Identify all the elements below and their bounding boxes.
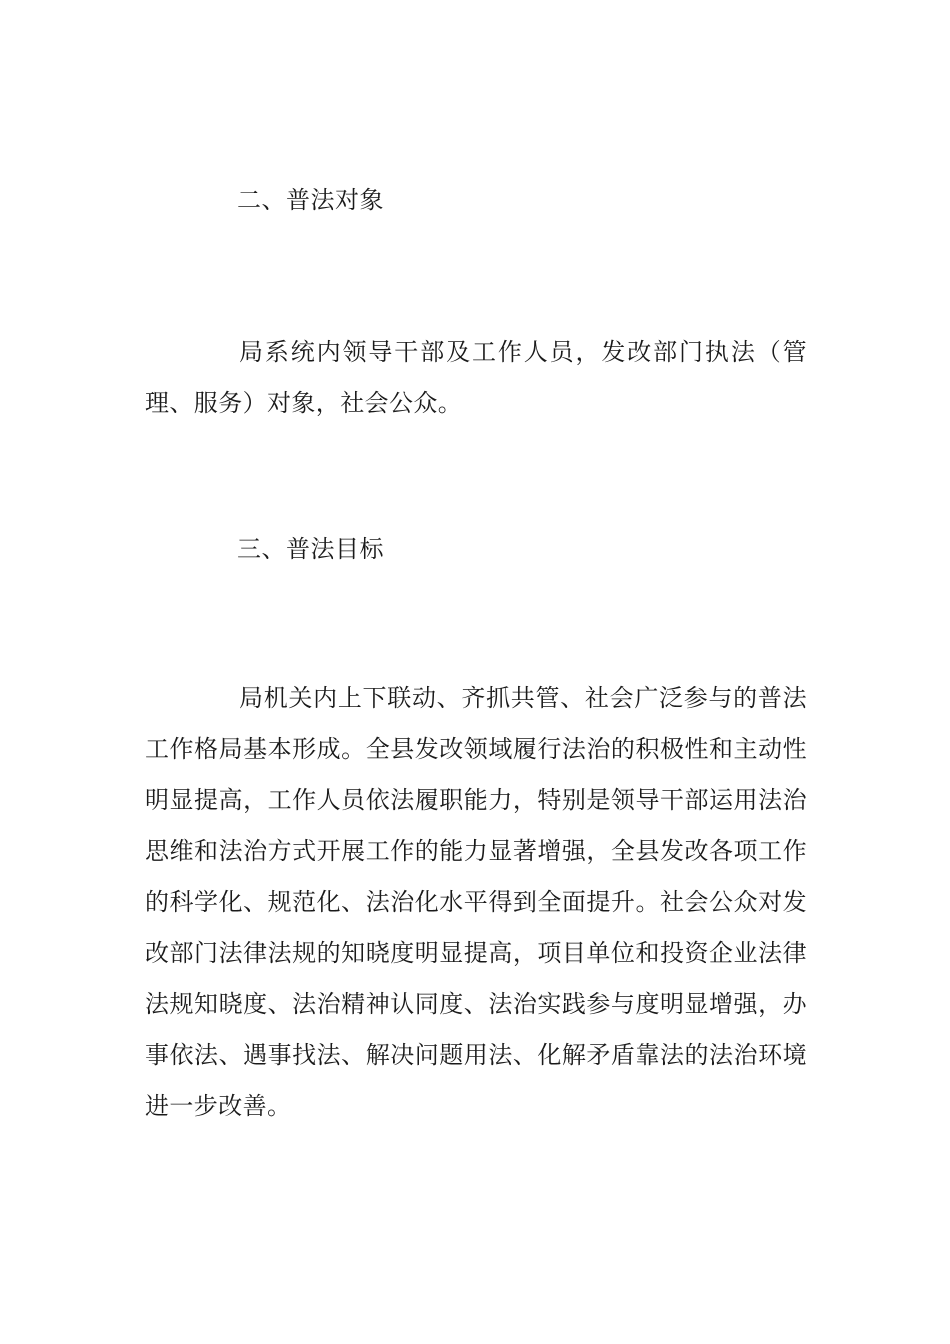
section-heading-targets: 二、普法对象 <box>237 186 384 214</box>
section-body-goals: 局机关内上下联动、齐抓共管、社会广泛参与的普法工作格局基本形成。全县发改领域履行法治的积极性和主动性明显提高，工作人员依法履职能力，特别是领导干部运用法治思维和法治方式开展工作的能力显著增强，全县发改各项工作的科学化、规范化、法治化水平得到全面提升。社会公众对发改部门法律法规的知晓度明显提高，项目单位和投资企业法律法规知晓度、法治精神认同度、法治实践参与度明显增强，办事依法、遇事找法、解决问题用法、化解矛盾靠法的法治环境进一步改善。 <box>145 684 807 1120</box>
section-body-targets: 局系统内领导干部及工作人员，发改部门执法（管理、服务）对象，社会公众。 <box>145 338 807 417</box>
section-heading-goals: 三、普法目标 <box>237 535 384 563</box>
